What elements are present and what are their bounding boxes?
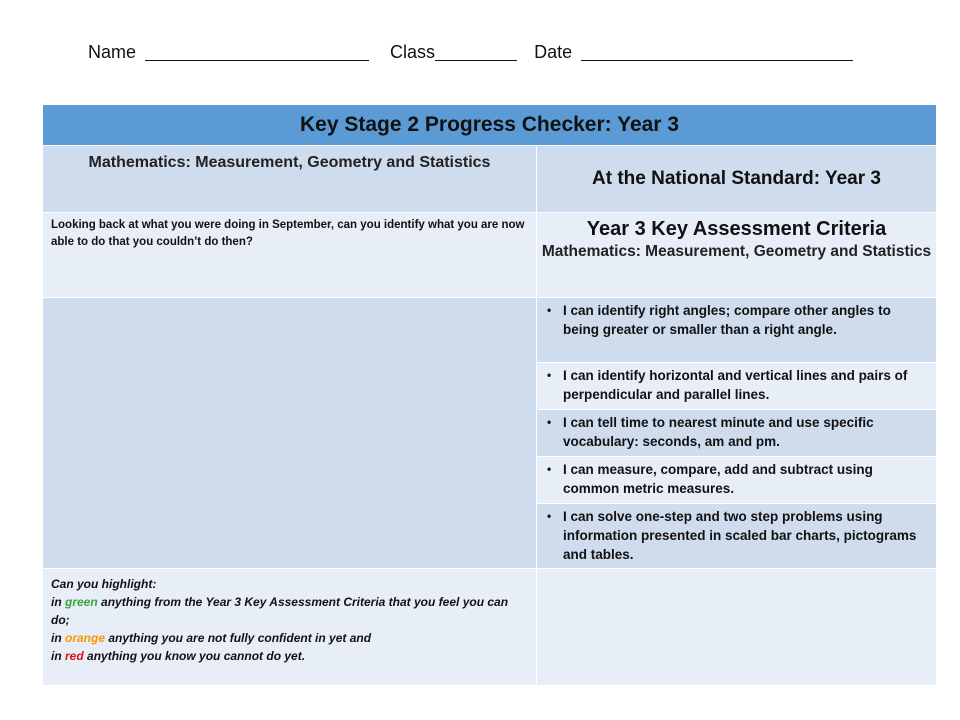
standard-heading: At the National Standard: Year 3 xyxy=(537,146,937,213)
reflection-prompt: Looking back at what you were doing in September, can you identify what you are now able to do that you couldn’t do then? xyxy=(43,213,537,298)
highlight-answer-area[interactable] xyxy=(537,569,937,686)
criterion-item xyxy=(537,363,937,410)
bullet-icon: • xyxy=(547,462,552,476)
date-label: Date xyxy=(534,42,573,62)
date-blank[interactable] xyxy=(581,42,853,61)
orange-word: orange xyxy=(65,631,106,645)
red-word: red xyxy=(65,649,84,663)
criterion-item xyxy=(537,410,937,457)
highlight-instructions xyxy=(43,569,537,686)
subject-heading: Mathematics: Measurement, Geometry and Statistics xyxy=(43,146,537,213)
criterion-text: I can measure, compare, add and subtract using common metric measures. xyxy=(563,462,873,496)
criteria-title: Year 3 Key Assessment Criteria xyxy=(586,218,887,240)
criteria-subtitle: Mathematics: Measurement, Geometry and Statistics xyxy=(541,243,932,260)
criterion-item xyxy=(537,457,937,504)
criterion-text: I can identify right angles; compare other angles to being greater or smaller than a right angle. xyxy=(563,303,891,337)
bullet-icon: • xyxy=(547,509,552,523)
criterion-item xyxy=(537,504,937,569)
highlight-intro: Can you highlight: xyxy=(51,577,157,591)
name-label: Name xyxy=(88,42,137,62)
criterion-item xyxy=(537,298,937,363)
class-blank[interactable] xyxy=(435,42,517,61)
bullet-icon: • xyxy=(547,303,552,317)
table-title: Key Stage 2 Progress Checker: Year 3 xyxy=(43,105,937,146)
highlight-red-line: in red anything you know you cannot do yet. xyxy=(51,649,306,663)
student-details-line xyxy=(88,42,853,63)
reflection-answer-area[interactable] xyxy=(43,298,537,569)
criterion-text: I can tell time to nearest minute and use specific vocabulary: seconds, am and pm. xyxy=(563,415,874,449)
bullet-icon: • xyxy=(547,368,552,382)
green-word: green xyxy=(65,595,98,609)
name-blank[interactable] xyxy=(145,42,369,61)
highlight-green-line: in green anything from the Year 3 Key Assessment Criteria that you feel you can do; xyxy=(51,595,509,627)
bullet-icon: • xyxy=(547,415,552,429)
criteria-heading xyxy=(537,213,937,298)
criterion-text: I can identify horizontal and vertical lines and pairs of perpendicular and parallel lines. xyxy=(563,368,908,402)
progress-checker-table xyxy=(42,104,937,686)
criterion-text: I can solve one-step and two step problems using information presented in scaled bar charts, pictograms and tables. xyxy=(563,509,917,562)
highlight-orange-line: in orange anything you are not fully confident in yet and xyxy=(51,631,372,645)
class-label: Class xyxy=(390,42,436,62)
